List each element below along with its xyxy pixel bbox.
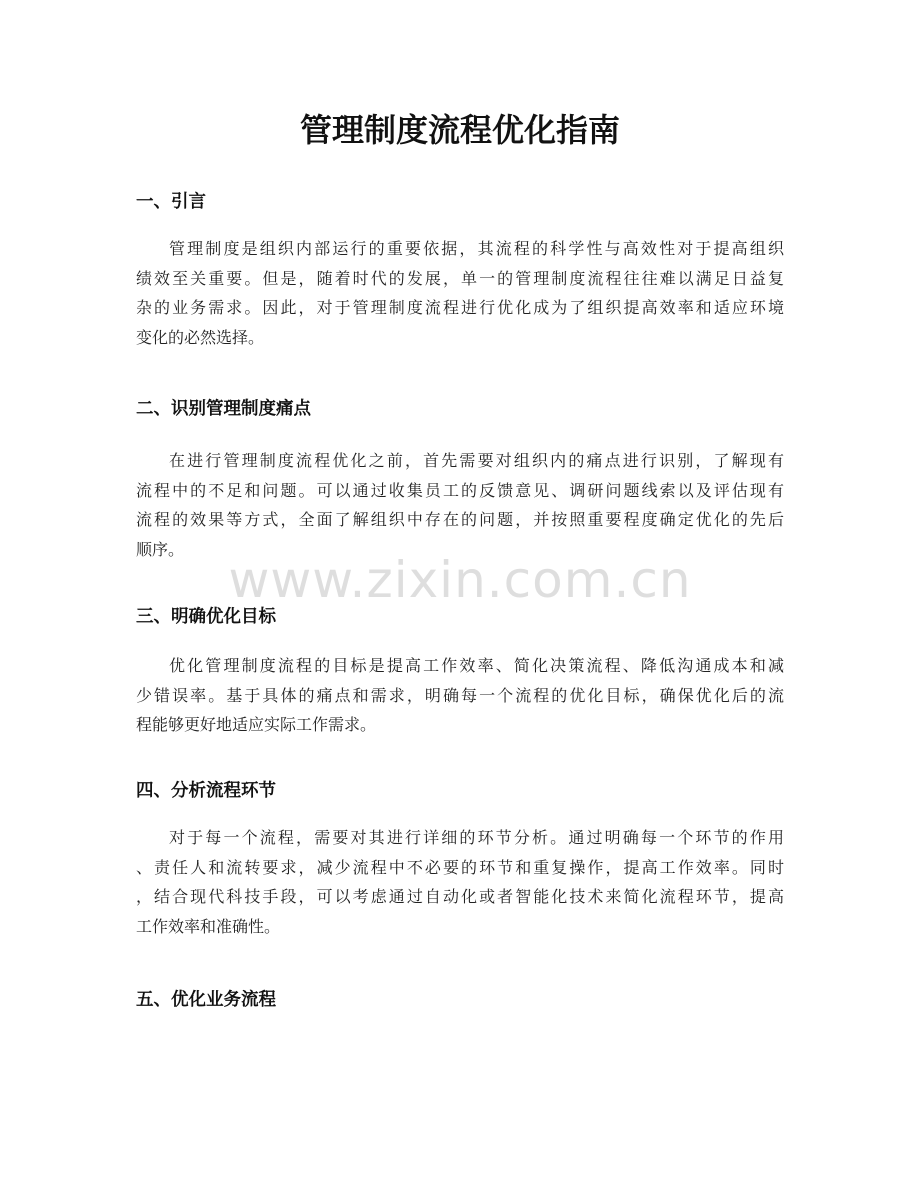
section-paragraph-1 <box>136 234 784 352</box>
paragraph-line: ，结合现代科技手段，可以考虑通过自动化或者智能化技术来简化流程环节，提高 <box>136 887 784 906</box>
paragraph-line: 绩效至关重要。但是，随着时代的发展，单一的管理制度流程往往难以满足日益复 <box>136 268 784 288</box>
paragraph-line: 杂的业务需求。因此，对于管理制度流程进行优化成为了组织提高效率和适应环境 <box>136 298 784 317</box>
paragraph-line: 变化的必然选择。 <box>136 327 265 347</box>
section-heading-3: 三、明确优化目标 <box>136 607 276 627</box>
paragraph-line: 对于每一个流程，需要对其进行详细的环节分析。通过明确每一个环节的作用 <box>169 828 784 847</box>
paragraph-line: 管理制度是组织内部运行的重要依据，其流程的科学性与高效性对于提高组织 <box>169 239 784 258</box>
section-heading-5: 五、优化业务流程 <box>136 990 276 1010</box>
section-heading-1: 一、引言 <box>136 192 206 212</box>
paragraph-line: 工作效率和准确性。 <box>136 916 281 936</box>
page-title: 管理制度流程优化指南 <box>299 111 620 149</box>
section-paragraph-2 <box>136 446 784 564</box>
section-paragraph-3 <box>136 651 784 740</box>
paragraph-line: 在进行管理制度流程优化之前，首先需要对组织内的痛点进行识别，了解现有 <box>169 451 784 470</box>
paragraph-line: 程能够更好地适应实际工作需求。 <box>136 715 377 734</box>
paragraph-line: 顺序。 <box>136 539 185 559</box>
section-paragraph-4 <box>136 823 784 941</box>
section-heading-2: 二、识别管理制度痛点 <box>136 399 311 419</box>
paragraph-line: 流程的效果等方式，全面了解组织中存在的问题，并按照重要程度确定优化的先后 <box>136 510 784 529</box>
section-heading-4: 四、分析流程环节 <box>136 781 276 801</box>
paragraph-line: 优化管理制度流程的目标是提高工作效率、简化决策流程、降低沟通成本和减 <box>169 656 784 675</box>
watermark: www.zixin.com.cn <box>228 551 692 609</box>
paragraph-line: 、责任人和流转要求，减少流程中不必要的环节和重复操作，提高工作效率。同时 <box>136 857 784 877</box>
paragraph-line: 少错误率。基于具体的痛点和需求，明确每一个流程的优化目标，确保优化后的流 <box>136 685 784 705</box>
paragraph-line: 流程中的不足和问题。可以通过收集员工的反馈意见、调研问题线索以及评估现有 <box>136 480 784 500</box>
